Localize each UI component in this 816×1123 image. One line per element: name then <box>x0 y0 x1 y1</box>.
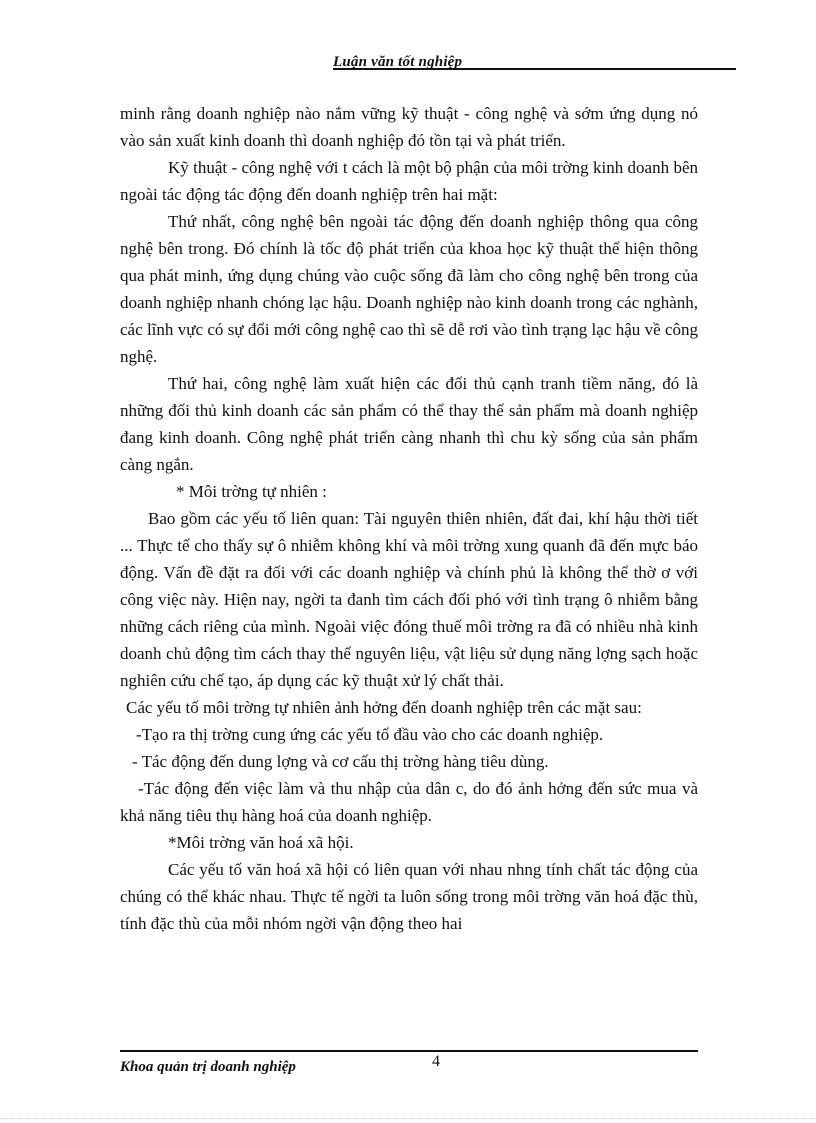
paragraph: Kỹ thuật - công nghệ với t cách là một bộ phận của môi trờng kinh doanh bên ngoài tác động tác động đến doanh nghiệp trên hai mặt: <box>120 158 698 204</box>
paragraph: Bao gồm các yếu tố liên quan: Tài nguyên thiên nhiên, đất đai, khí hậu thời tiết ... Thực tế cho thấy sự ô nhiễm không khí và môi trờng xung quanh đã đến mực báo động. Vấn đề đặt ra đối với các doanh nghiệp và chính phủ là không thể thờ ơ với công việc này. Hiện nay, ngời ta đanh tìm cách đối phó với tình trạng ô nhiễm bằng những cách riêng của mình. Ngoài việc đóng thuế môi trờng ra đã có nhiều nhà kinh doanh chủ động tìm cách thay thế nguyên liệu, vật liệu sử dụng năng lợng sạch hoặc nghiên cứu chế tạo, áp dụng các kỹ thuật xử lý chất thải. <box>120 509 698 690</box>
page-edge-divider <box>0 1118 816 1119</box>
section-heading: *Môi trờng văn hoá xã hội. <box>168 833 354 852</box>
footer-department: Khoa quản trị doanh nghiệp <box>120 1059 296 1075</box>
section-heading: * Môi trờng tự nhiên : <box>176 482 327 501</box>
paragraph: minh rằng doanh nghiệp nào nắm vững kỹ thuật - công nghệ và sớm ứng dụng nó vào sản xuất kinh doanh thì doanh nghiệp đó tồn tại và phát triển. <box>120 104 698 150</box>
running-header: Luận văn tốt nghiệp <box>333 54 463 70</box>
paragraph: Thứ hai, công nghệ làm xuất hiện các đối thủ cạnh tranh tiềm năng, đó là những đối thủ kinh doanh các sản phẩm có thể thay thế sản phẩm mà doanh nghiệp đang kinh doanh. Công nghệ phát triển càng nhanh thì chu kỳ sống của sản phẩm càng ngắn. <box>120 374 698 474</box>
page-number: 4 <box>432 1053 440 1070</box>
footer-rule <box>120 1050 698 1052</box>
list-item: -Tác động đến việc làm và thu nhập của dân c, do đó ảnh hởng đến sức mua và khả năng tiêu thụ hàng hoá của doanh nghiệp. <box>120 779 698 825</box>
paragraph: Thứ nhất, công nghệ bên ngoài tác động đến doanh nghiệp thông qua công nghệ bên trong. Đó chính là tốc độ phát triển của khoa học kỹ thuật thể hiện thông qua phát minh, ứng dụng chúng vào cuộc sống đã làm cho công nghệ bên trong của doanh nghiệp nhanh chóng lạc hậu. Doanh nghiệp nào kinh doanh trong các nghành, các lĩnh vực có sự đổi mới công nghệ cao thì sẽ dễ rơi vào tình trạng lạc hậu về công nghệ. <box>120 212 698 366</box>
paragraph: Các yếu tố môi trờng tự nhiên ảnh hởng đến doanh nghiệp trên các mặt sau: <box>126 698 642 717</box>
list-item: -Tạo ra thị trờng cung ứng các yếu tố đầu vào cho các doanh nghiệp. <box>136 725 604 744</box>
list-item: - Tác động đến dung lợng và cơ cấu thị trờng hàng tiêu dùng. <box>132 752 549 771</box>
paragraph: Các yếu tố văn hoá xã hội có liên quan với nhau nhng tính chất tác động của chúng có thể khác nhau. Thực tế ngời ta luôn sống trong môi trờng văn hoá đặc thù, tính đặc thù của mỗi nhóm ngời vận động theo hai <box>120 860 698 933</box>
body-text <box>120 100 698 937</box>
header-rule <box>333 68 736 70</box>
